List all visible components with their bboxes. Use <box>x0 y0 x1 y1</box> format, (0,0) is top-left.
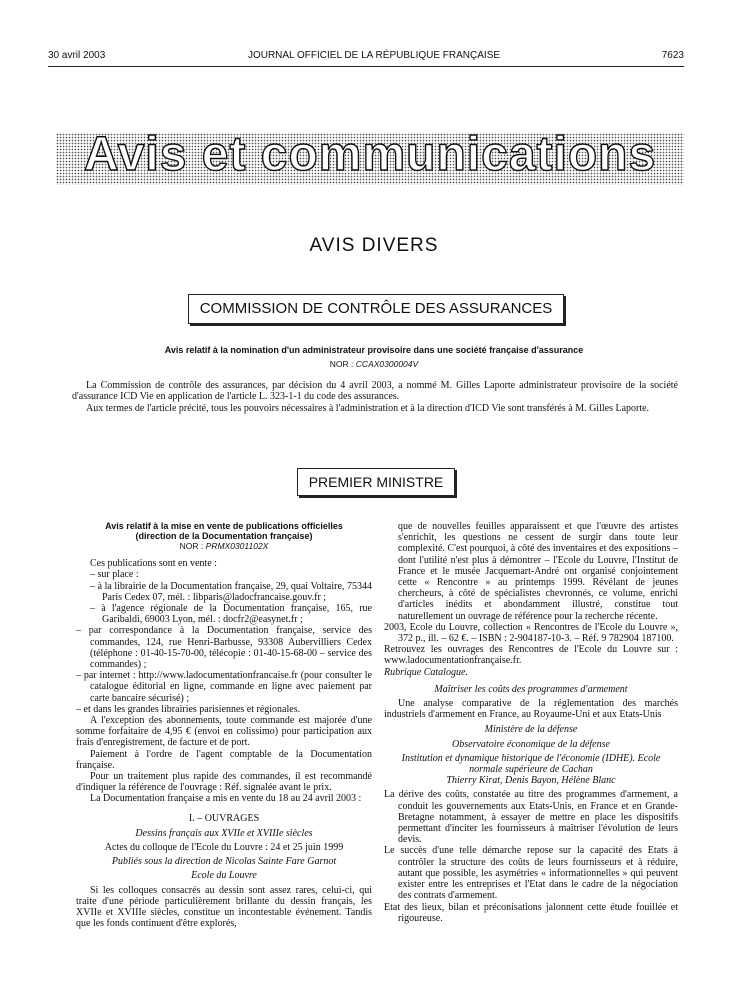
subsection-heading: I. – OUVRAGES <box>188 812 260 824</box>
section-title: AVIS DIVERS <box>309 235 439 256</box>
paragraph: A l'exception des abonnements, toute commande est majorée d'une somme forfaitaire de 4,95 € (envoi en colissimo) pour participation aux frais d'enregistrement, de facture et de port. <box>76 715 372 749</box>
nor-label: NOR : <box>329 359 354 369</box>
book-subtitle: Actes du colloque de l'Ecole du Louvre : 24 et 25 juin 1999 <box>104 842 344 854</box>
list-item: – à l'agence régionale de la Documentation française, 165, rue Garibaldi, 69003 Lyon, mél. : docfr2@easynet.fr ; <box>90 603 372 626</box>
commission-paragraph-2: Aux termes de l'article précité, tous les pouvoirs nécessaires à l'administration et à la direction d'ICD Vie sont transférés à M. Gilles Laporte. <box>86 403 650 414</box>
nor-label: NOR : <box>179 541 204 551</box>
paragraph: La dérive des coûts, constatée au titre des programmes d'armement, a conduit les gouvernements aux Etats-Unis, en France et en Grande-Bretagne notamment, à essayer de mettre en place les dispositifs permettant d'inciter les fournisseurs à maîtriser l'évolution de leurs devis. <box>384 789 678 846</box>
header-date: 30 avril 2003 <box>48 50 106 61</box>
paragraph: Ces publications sont en vente : <box>90 558 217 570</box>
nor-code: CCAX0300004V <box>355 359 419 369</box>
paragraph: Pour un traitement plus rapide des commandes, il est recommandé d'indiquer la référence de l'ouvrage : Réf. signalée avant le prix. <box>76 771 372 794</box>
list-item: – à la librairie de la Documentation française, 29, quai Voltaire, 75344 Paris Cedex 07, mél. : libparis@ladocfrancaise.gouv.fr ; <box>90 580 372 603</box>
book-subtitle: Une analyse comparative de la réglementation des marchés industriels d'armement en France, au Royaume-Uni et aux Etats-Unis <box>384 698 678 721</box>
commission-nor <box>0 359 748 369</box>
paragraph: 2003, Ecole du Louvre, collection « Rencontres de l'Ecole du Louvre », 372 p., ill. – 62 €. – ISBN : 2-904187-10-3. – Réf. 9 782904 187100. <box>384 621 678 645</box>
right-column <box>384 521 678 924</box>
book-publisher: Ministère de la défense <box>484 724 578 736</box>
book-publisher: Ecole du Louvre <box>191 870 257 882</box>
header-page-number: 7623 <box>661 50 684 61</box>
book-authors: Thierry Kirat, Denis Bayon, Hélène Blanc <box>446 775 616 787</box>
paragraph: Le succès d'une telle démarche repose sur la capacité des Etats à contrôler la structure des coûts de leurs fournisseurs et à réduire, autant que possible, les asymétries « informationnelles » qui peuvent exister entre les entreprises et l'Etat dans le cadre de la négociation des contrats d'armement. <box>384 845 678 902</box>
header-journal-title: JOURNAL OFFICIEL DE LA RÉPUBLIQUE FRANÇAISE <box>247 50 501 61</box>
paragraph: Si les colloques consacrés au dessin sont assez rares, celui-ci, qui traite d'une période particulièrement brillante du dessin français, les XVIIe et XVIIIe siècles, constitue un incontestable événement. Tandis que les fonds continuent d'être explorés, <box>76 884 372 930</box>
book-institution: Institution et dynamique historique de l'économie (IDHE). Ecole normale supérieure de Cachan <box>401 752 661 776</box>
paragraph: Paiement à l'ordre de l'agent comptable de la Documentation française. <box>76 748 372 771</box>
premier-nor <box>76 541 372 552</box>
paragraph: Etat des lieux, bilan et préconisations jalonnent cette étude fouillée et rigoureuse. <box>384 901 678 924</box>
paragraph: que de nouvelles feuilles apparaissent et que l'œuvre des artistes s'enrichit, les questions ne cessent de surgir dans toute leur complexité. C'est pourquoi, à côté des inventaires et des expositions – dont l'utilité n'est plus à démontrer – l'Ecole du Louvre, l'Institut de France et le musée Jacquemart-André ont organisé conjointement cette « Rencontre » au printemps 1999. Révélant de jeunes chercheurs, à côté de spécialistes chevronnés, ce volume, enrichi d'articles inédits et abondamment illustré, constitue tout naturellement un ouvrage de référence pour la recherche récente. <box>398 521 678 622</box>
nor-code: PRMX0301102X <box>205 541 269 551</box>
header-rule <box>48 66 684 67</box>
list-item: – par internet : http://www.ladocumentationfrancaise.fr (pour consulter le catalogue éditorial en ligne, commande en ligne avec paiement par carte bancaire sécurisé) ; <box>76 670 372 704</box>
commission-heading-box: COMMISSION DE CONTRÔLE DES ASSURANCES <box>188 294 564 324</box>
paragraph: La Documentation française a mis en vente du 18 au 24 avril 2003 : <box>90 793 362 805</box>
commission-avis-title: Avis relatif à la nomination d'un administrateur provisoire dans une société française d'assurance <box>164 345 584 355</box>
left-column <box>76 521 372 930</box>
section-banner <box>56 128 684 185</box>
paragraph: Retrouvez les ouvrages des Rencontres de l'Ecole du Louvre sur : www.ladocumentationfrançaise.fr. <box>384 644 678 667</box>
paragraph: Rubrique Catalogue. <box>384 666 468 678</box>
list-item: – par correspondance à la Documentation française, service des commandes, 124, rue Henri-Barbusse, 93308 Aubervilliers Cedex (téléphone : 01-40-15-70-00, télécopie : 01-40-15-68-00 – service des commandes) ; <box>76 625 372 671</box>
list-item: – sur place : <box>90 569 139 581</box>
premier-ministre-heading-box: PREMIER MINISTRE <box>297 468 455 496</box>
list-item: – et dans les grandes librairies parisiennes et régionales. <box>76 703 301 715</box>
book-title: Maîtriser les coûts des programmes d'armement <box>434 683 628 695</box>
book-editor: Publiés sous la direction de Nicolas Sainte Fare Garnot <box>111 856 337 868</box>
premier-avis-title-1: Avis relatif à la mise en vente de publications officielles <box>105 521 343 531</box>
book-title: Dessins français aux XVIIe et XVIIIe siècles <box>135 827 313 839</box>
premier-avis-title-2: (direction de la Documentation française) <box>135 531 313 541</box>
commission-paragraph-1: La Commission de contrôle des assurances, par décision du 4 avril 2003, a nommé M. Gilles Laporte administrateur provisoire de la société d'assurance ICD Vie en application de l'article L. 323-1-1 du code des assurances. <box>72 380 678 403</box>
banner-title: Avis et communications <box>83 128 657 181</box>
book-publisher: Observatoire économique de la défense <box>452 738 610 750</box>
